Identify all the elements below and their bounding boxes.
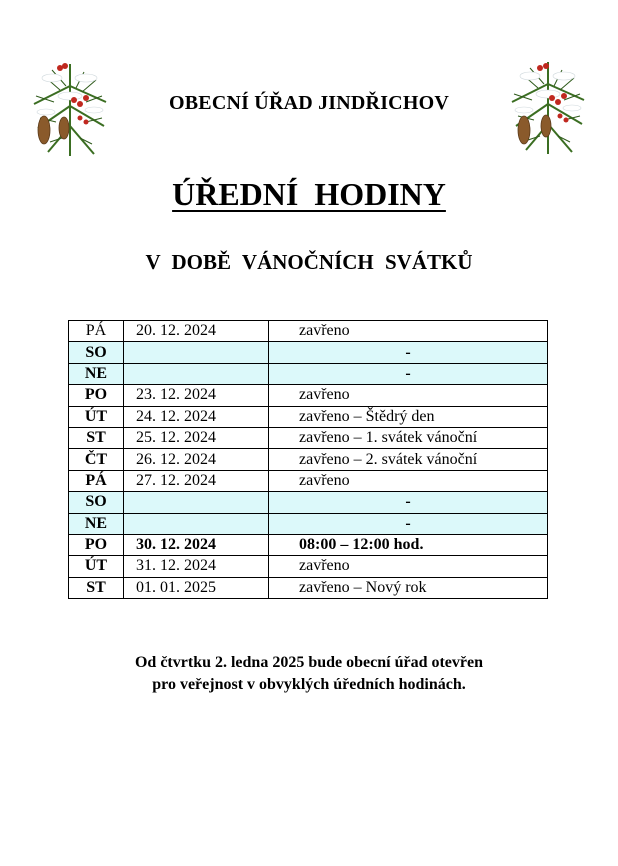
date-cell: 30. 12. 2024: [124, 534, 269, 555]
date-cell: [124, 342, 269, 363]
day-cell: SO: [69, 492, 124, 513]
note-cell: zavřeno – 1. svátek vánoční: [269, 427, 548, 448]
day-cell: NE: [69, 363, 124, 384]
office-name: OBECNÍ ÚŘAD JINDŘICHOV: [169, 92, 449, 114]
footer-notice: [0, 652, 618, 696]
date-cell: 20. 12. 2024: [124, 321, 269, 342]
day-cell: ST: [69, 577, 124, 598]
note-cell: 08:00 – 12:00 hod.: [269, 534, 548, 555]
table-row: [69, 363, 548, 384]
page-title: ÚŘEDNÍ HODINY: [172, 176, 446, 212]
footer-line-1: Od čtvrtku 2. ledna 2025 bude obecní úřad otevřen: [134, 654, 483, 671]
note-cell: zavřeno: [269, 556, 548, 577]
table-row: [69, 449, 548, 470]
date-cell: 31. 12. 2024: [124, 556, 269, 577]
table-row: [69, 534, 548, 555]
page-subtitle: V DOBĚ VÁNOČNÍCH SVÁTKŮ: [145, 250, 473, 274]
date-cell: [124, 492, 269, 513]
note-cell: zavřeno: [269, 385, 548, 406]
table-row: [69, 342, 548, 363]
note-cell: zavřeno: [269, 470, 548, 491]
table-row: [69, 513, 548, 534]
day-cell: PÁ: [69, 470, 124, 491]
date-cell: 23. 12. 2024: [124, 385, 269, 406]
day-cell: ČT: [69, 449, 124, 470]
date-cell: 26. 12. 2024: [124, 449, 269, 470]
note-cell: zavřeno: [269, 321, 548, 342]
note-cell: zavřeno – Štědrý den: [269, 406, 548, 427]
table-row: [69, 427, 548, 448]
day-cell: NE: [69, 513, 124, 534]
date-cell: [124, 513, 269, 534]
table-row: [69, 556, 548, 577]
footer-line-2: pro veřejnost v obvyklých úředních hodinách.: [152, 676, 466, 693]
date-cell: 01. 01. 2025: [124, 577, 269, 598]
table-row: [69, 321, 548, 342]
table-row: [69, 406, 548, 427]
note-cell: -: [269, 363, 548, 384]
table-row: [69, 470, 548, 491]
date-cell: 24. 12. 2024: [124, 406, 269, 427]
note-cell: zavřeno – Nový rok: [269, 577, 548, 598]
day-cell: ST: [69, 427, 124, 448]
date-cell: [124, 363, 269, 384]
day-cell: PÁ: [69, 321, 124, 342]
table-row: [69, 385, 548, 406]
office-hours-table: [68, 320, 548, 599]
table-row: [69, 492, 548, 513]
day-cell: SO: [69, 342, 124, 363]
day-cell: ÚT: [69, 406, 124, 427]
note-cell: -: [269, 513, 548, 534]
note-cell: zavřeno – 2. svátek vánoční: [269, 449, 548, 470]
note-cell: -: [269, 492, 548, 513]
day-cell: ÚT: [69, 556, 124, 577]
table-row: [69, 577, 548, 598]
day-cell: PO: [69, 534, 124, 555]
day-cell: PO: [69, 385, 124, 406]
date-cell: 25. 12. 2024: [124, 427, 269, 448]
note-cell: -: [269, 342, 548, 363]
date-cell: 27. 12. 2024: [124, 470, 269, 491]
